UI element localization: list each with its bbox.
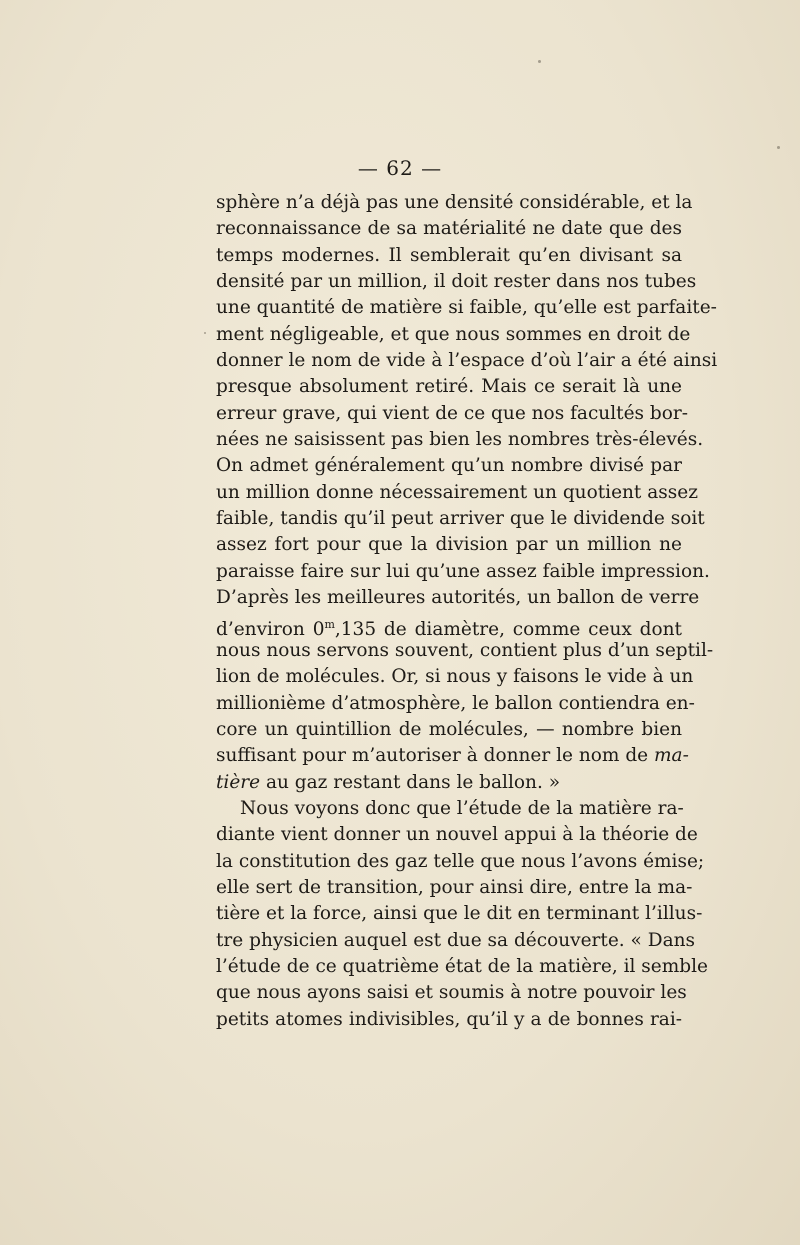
- text-line: presque absolument retiré. Mais ce serait là une: [216, 376, 682, 398]
- text-line: un million donne nécessairement un quotient assez: [216, 481, 698, 503]
- body-text: [216, 190, 718, 1033]
- text-line: une quantité de matière si faible, qu’elle est parfaite-: [216, 297, 717, 319]
- text-line: nées ne saisissent pas bien les nombres très-élevés.: [216, 429, 704, 451]
- page-number: — 62 —: [357, 156, 443, 180]
- text-line: lion de molécules. Or, si nous y faisons le vide à un: [216, 666, 694, 688]
- text-line: tre physicien auquel est due sa découverte. « Dans: [216, 929, 696, 951]
- matiere-italic: ma-: [654, 745, 689, 767]
- text-line: densité par un million, il doit rester dans nos tubes: [216, 271, 697, 293]
- ballon-after: au gaz restant dans le ballon. »: [260, 771, 561, 793]
- text-line: nous nous servons souvent, contient plus d’un septil-: [216, 639, 714, 661]
- text-line: elle sert de transition, pour ainsi dire, entre la ma-: [216, 876, 693, 898]
- paper-speck: [204, 332, 206, 334]
- text-line: core un quintillion de molécules, — nombre bien: [216, 718, 682, 740]
- meter-superscript: m: [324, 617, 335, 631]
- text-line: la constitution des gaz telle que nous l’avons émise;: [216, 850, 705, 872]
- text-line: que nous ayons saisi et soumis à notre pouvoir les: [216, 982, 687, 1004]
- text-line: erreur grave, qui vient de ce que nos facultés bor-: [216, 402, 688, 424]
- text-line-ballon: [216, 770, 682, 796]
- text-line: reconnaissance de sa matérialité ne date que des: [216, 218, 682, 240]
- ballon-italic: tière: [216, 771, 261, 793]
- diameter-after: ,135 de diamètre, comme ceux dont: [334, 618, 682, 640]
- text-line: sphère n’a déjà pas une densité considérable, et la: [216, 192, 693, 213]
- text-line-matiere: [216, 743, 689, 769]
- text-line: petits atomes indivisibles, qu’il y a de bonnes rai-: [216, 1008, 682, 1030]
- paper-speck: [538, 60, 541, 63]
- text-line: temps modernes. Il semblerait qu’en divisant sa: [216, 244, 682, 266]
- text-line: assez fort pour que la division par un million ne: [216, 534, 682, 556]
- text-line: faible, tandis qu’il peut arriver que le dividende soit: [216, 508, 705, 530]
- diameter-before: d’environ 0: [216, 618, 325, 640]
- text-line: millionième d’atmosphère, le ballon contiendra en-: [216, 692, 695, 714]
- text-line: donner le nom de vide à l’espace d’où l’air a été ainsi: [216, 350, 718, 372]
- text-line: l’étude de ce quatrième état de la matière, il semble: [216, 955, 708, 977]
- paragraph-start-line: Nous voyons donc que l’étude de la matière ra-: [240, 797, 684, 819]
- text-line: ment négligeable, et que nous sommes en droit de: [216, 323, 691, 345]
- text-line: paraisse faire sur lui qu’une assez faible impression.: [216, 560, 710, 582]
- text-line: D’après les meilleures autorités, un ballon de verre: [216, 587, 700, 609]
- text-line: tière et la force, ainsi que le dit en terminant l’illus-: [216, 903, 703, 925]
- text-line-diameter: [216, 612, 682, 638]
- matiere-before: suffisant pour m’autoriser à donner le nom de: [216, 745, 654, 767]
- paper-speck: [777, 146, 780, 149]
- text-line: diante vient donner un nouvel appui à la théorie de: [216, 824, 698, 846]
- text-line: On admet généralement qu’un nombre divisé par: [216, 455, 682, 477]
